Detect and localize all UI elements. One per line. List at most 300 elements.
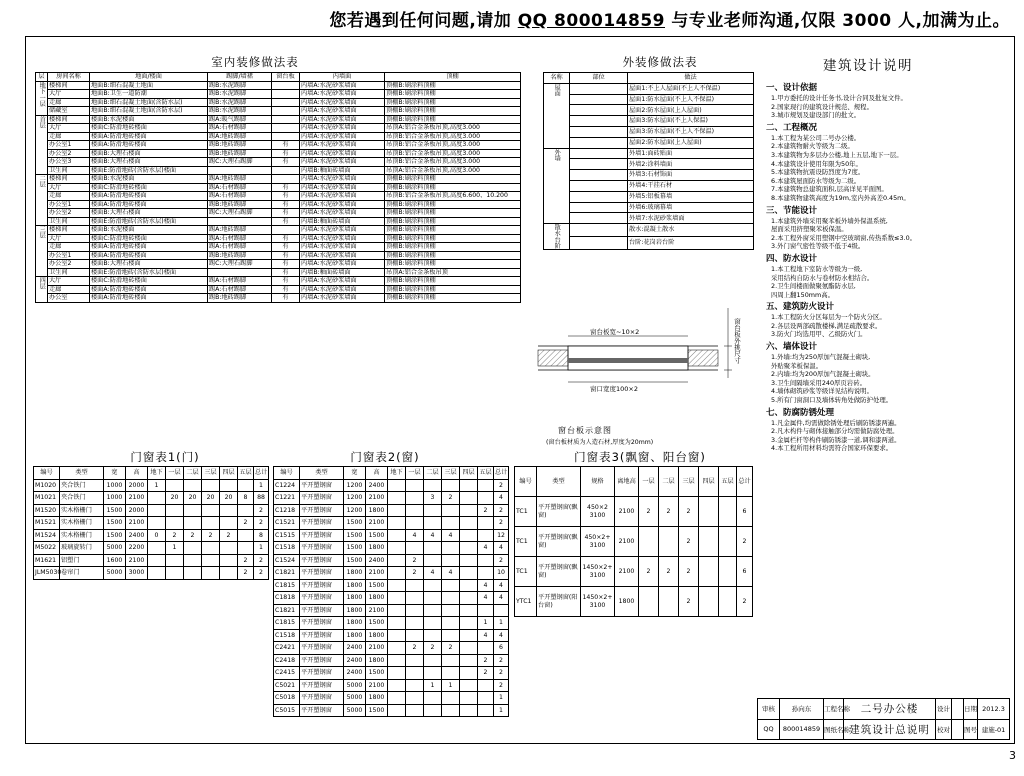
table-cell — [460, 642, 478, 655]
table-cell: 楼面B:水泥楼面 — [90, 115, 208, 124]
notes-section-heading: 六、墙体设计 — [766, 342, 818, 353]
table-cell — [148, 567, 166, 580]
table-cell: 2 — [679, 587, 699, 617]
doors2-title: 门窗表2(窗) — [350, 450, 420, 464]
table-cell: 大厅 — [48, 183, 90, 192]
table-cell — [699, 527, 719, 557]
table-cell: 5000 — [344, 692, 366, 705]
table-cell — [460, 567, 478, 580]
table-header: 类型 — [300, 467, 344, 480]
table-cell: 楼面C:防滑地砖楼面 — [90, 277, 208, 286]
table-cell: M1020 — [34, 479, 60, 492]
table-cell — [478, 492, 494, 505]
table-cell: 内墙A:水泥砂浆墙面 — [300, 107, 385, 116]
table-cell — [272, 90, 300, 99]
table-cell: 吊顶B:铝合金条板吊顶,高度3.000 — [385, 149, 521, 158]
table-cell — [570, 180, 628, 191]
table-cell — [388, 629, 406, 642]
tb-cell: QQ — [758, 719, 780, 740]
table-header: 二层 — [424, 467, 442, 480]
table-cell: 吊顶B:铝合金条板吊顶,高度3.000 — [385, 132, 521, 141]
table-header: 内墙面 — [300, 73, 385, 82]
floor-label: 四层 — [36, 277, 48, 303]
table-cell: 顶棚B:刷涂料顶棚 — [385, 90, 521, 99]
notes-line: 8.本建筑物建筑高度为19m,室内外高差0.45m。 — [771, 193, 910, 202]
table-cell: 平开塑钢窗 — [300, 504, 344, 517]
table-cell: 大厅 — [48, 234, 90, 243]
table-cell — [460, 517, 478, 530]
table-cell: 楼梯间 — [48, 115, 90, 124]
table-header: 做法 — [628, 73, 754, 84]
table-cell: 20 — [166, 492, 184, 505]
table-cell — [388, 654, 406, 667]
table-cell: 踢A:地砖踢脚 — [208, 175, 272, 184]
table-row — [36, 141, 521, 150]
table-row — [274, 642, 509, 655]
table-cell: 办公室 — [48, 294, 90, 303]
table-cell: 4 — [494, 579, 509, 592]
table-cell: 内墙A:水泥砂浆墙面 — [300, 200, 385, 209]
table-cell: 顶棚B:刷涂料顶棚 — [385, 200, 521, 209]
table-row — [515, 587, 753, 617]
table-cell: 吊顶B:铝合金条板吊顶,高度6.600、10.200 — [385, 192, 521, 201]
table-cell: 2 — [442, 642, 460, 655]
notes-line: 2.国家现行的建筑设计规范、规程。 — [771, 102, 873, 111]
table-cell — [424, 479, 442, 492]
table-cell: TC1 — [515, 527, 537, 557]
table-row — [36, 277, 521, 286]
table-cell: 1600 — [104, 554, 126, 567]
table-cell — [460, 554, 478, 567]
table-cell: 1800 — [344, 617, 366, 630]
table-cell: 平开塑钢窗(飘窗) — [537, 497, 581, 527]
table-cell: 10 — [494, 567, 509, 580]
table-cell: 踢A:石材踢脚 — [208, 234, 272, 243]
table-cell: 内墙A:水泥砂浆墙面 — [300, 243, 385, 252]
table-cell: 走廊 — [48, 132, 90, 141]
table-cell — [460, 579, 478, 592]
table-cell: 2 — [254, 504, 269, 517]
table-cell — [442, 479, 460, 492]
table-cell: 1450×2+ 3100 — [581, 557, 615, 587]
table-header: 编号 — [274, 467, 300, 480]
table-cell — [570, 94, 628, 105]
table-cell: 楼面C:防滑地砖楼面 — [90, 234, 208, 243]
table-cell: 办公室1 — [48, 251, 90, 260]
table-row — [544, 137, 754, 148]
table-cell: 1500 — [366, 704, 388, 717]
table-cell: 卷帘门 — [60, 567, 104, 580]
table-cell — [388, 554, 406, 567]
table-cell: 实木格栅门 — [60, 529, 104, 542]
table-cell — [570, 116, 628, 127]
table-cell: 4 — [478, 629, 494, 642]
table-header: 宽 — [104, 467, 126, 480]
table-cell: 楼梯间 — [48, 175, 90, 184]
notes-line: 1.凡金属件,均需做除锈处理后刷防锈漆两遍。 — [771, 418, 901, 427]
table-header: 房间名称 — [48, 73, 90, 82]
table-header: 五层 — [238, 467, 254, 480]
table-cell: 2100 — [366, 604, 388, 617]
table-header: 地下 — [388, 467, 406, 480]
table-cell — [220, 554, 238, 567]
tb-cell: 图号 — [964, 719, 978, 740]
table-cell: 外墙6:玻璃幕墙 — [628, 202, 754, 213]
table-row — [274, 492, 509, 505]
table-cell — [220, 542, 238, 555]
table-header: 三层 — [442, 467, 460, 480]
table-cell: 平开塑钢窗 — [300, 479, 344, 492]
table-cell: 1800 — [344, 579, 366, 592]
table-cell: 6 — [737, 557, 753, 587]
table-cell — [424, 704, 442, 717]
table-cell: 2 — [494, 679, 509, 692]
table-cell: 4 — [442, 567, 460, 580]
table-cell — [272, 98, 300, 107]
table-cell: 内墙A:水泥砂浆墙面 — [300, 294, 385, 303]
table-cell: 踢A:暖气踢脚 — [208, 115, 272, 124]
table-cell: 平开塑钢窗 — [300, 667, 344, 680]
table-cell: 踢A:地砖踢脚 — [208, 226, 272, 235]
table-cell — [424, 542, 442, 555]
table-cell: 1800 — [344, 567, 366, 580]
table-cell: C5015 — [274, 704, 300, 717]
floor-label: 二层 — [36, 175, 48, 226]
table-cell: 楼面A:防滑地砖楼面 — [90, 294, 208, 303]
table-cell: 2000 — [126, 479, 148, 492]
table-cell: 吊顶A:铝合金条板吊顶,高度3.000 — [385, 124, 521, 133]
table-header: 高 — [366, 467, 388, 480]
table-cell: 1000 — [104, 492, 126, 505]
table-cell: C1224 — [274, 479, 300, 492]
table-cell — [442, 504, 460, 517]
table-cell: 1 — [424, 679, 442, 692]
table-cell — [442, 604, 460, 617]
table-cell: 88 — [254, 492, 269, 505]
table-header: 总计 — [494, 467, 509, 480]
table-cell: 外墙2:涂料墙面 — [628, 159, 754, 170]
table-cell: 2100 — [366, 567, 388, 580]
table-cell: 走廊 — [48, 243, 90, 252]
table-cell — [442, 592, 460, 605]
table-cell: 2 — [679, 557, 699, 587]
table-header: 层 — [36, 73, 48, 82]
table-cell — [184, 504, 202, 517]
table-cell: 顶棚B:刷涂料顶棚 — [385, 260, 521, 269]
notes-section-heading: 二、工程概况 — [766, 122, 818, 133]
table-cell: 地面B:细石混凝土地面(含防水层) — [90, 98, 208, 107]
table-row — [274, 554, 509, 567]
table-header: 二层 — [184, 467, 202, 480]
table-cell: 楼面C:防滑地砖楼面 — [90, 183, 208, 192]
table-cell: 有 — [272, 260, 300, 269]
table-cell — [478, 529, 494, 542]
table-cell — [148, 542, 166, 555]
table-cell: 储藏室 — [48, 107, 90, 116]
table-cell — [478, 567, 494, 580]
doors1-title: 门窗表1(门) — [130, 450, 200, 464]
table-row — [274, 579, 509, 592]
notes-section-heading: 五、建筑防火设计 — [766, 302, 835, 313]
notes-line: 1.外墙:均为250厚加气混凝土砌块, — [771, 353, 871, 362]
table-cell — [406, 617, 424, 630]
table-cell: 内墙B:釉面砖墙面 — [300, 217, 385, 226]
table-cell — [460, 492, 478, 505]
table-row — [36, 98, 521, 107]
table-cell: 有 — [272, 209, 300, 218]
table-cell: 平开塑钢窗 — [300, 554, 344, 567]
table-cell — [424, 554, 442, 567]
table-cell — [406, 542, 424, 555]
floor-label: 首层 — [36, 115, 48, 175]
notes-line: 7.本建筑物总建筑面积,层高详见平面图。 — [771, 185, 888, 194]
notes-line: 2.凡木构件与砌体接触部分均需做防腐处理。 — [771, 427, 899, 436]
table-cell — [424, 654, 442, 667]
table-cell: 吊顶B:铝合金条板吊顶,高度3.000 — [385, 158, 521, 167]
table-cell: C1521 — [274, 517, 300, 530]
table-header: 规格 — [581, 467, 615, 497]
table-cell: 2400 — [344, 642, 366, 655]
table-cell: 顶棚B:刷涂料顶棚 — [385, 251, 521, 260]
table-header: 三层 — [679, 467, 699, 497]
table-cell — [699, 587, 719, 617]
table-cell — [202, 554, 220, 567]
table-row — [36, 183, 521, 192]
table-cell: 平开塑钢窗 — [300, 654, 344, 667]
table-cell: 2 — [254, 517, 269, 530]
table-cell: 2 — [238, 567, 254, 580]
table-cell — [442, 667, 460, 680]
table-row — [36, 132, 521, 141]
contact-banner — [0, 6, 1024, 31]
table-cell: 2 — [406, 554, 424, 567]
table-cell — [406, 479, 424, 492]
table-cell: 6 — [494, 642, 509, 655]
table-cell — [659, 587, 679, 617]
table-row — [544, 105, 754, 116]
table-cell: C1515 — [274, 529, 300, 542]
outdoor-table-title: 外装修做法表 — [622, 55, 698, 69]
table-cell — [460, 504, 478, 517]
table-header: 类型 — [60, 467, 104, 480]
table-cell — [184, 479, 202, 492]
table-cell: 4 — [494, 629, 509, 642]
table-cell: 4 — [424, 567, 442, 580]
design-notes — [766, 80, 1002, 690]
table-cell: 平开塑钢窗(飘窗) — [537, 557, 581, 587]
table-row — [544, 170, 754, 181]
table-header: 一层 — [166, 467, 184, 480]
table-cell: 平开塑钢窗 — [300, 567, 344, 580]
table-cell — [570, 126, 628, 137]
table-cell — [388, 679, 406, 692]
table-cell: 20 — [202, 492, 220, 505]
table-cell: 楼面B:水泥楼面 — [90, 226, 208, 235]
table-cell: 2000 — [126, 504, 148, 517]
table-cell: 楼面E:防滑地砖(含防水层)楼面 — [90, 268, 208, 277]
table-cell: 踢C:大理石踢脚 — [208, 209, 272, 218]
table-cell — [460, 667, 478, 680]
table-cell: 顶棚B:刷涂料顶棚 — [385, 115, 521, 124]
table-header: 地下 — [148, 467, 166, 480]
design-notes-title: 建筑设计说明 — [823, 58, 913, 74]
table-header: 四层 — [699, 467, 719, 497]
table-cell: TC1 — [515, 497, 537, 527]
table-row — [274, 604, 509, 617]
table-cell: 有 — [272, 158, 300, 167]
table-cell: 450×2+ 3100 — [581, 527, 615, 557]
table-cell: 顶棚B:刷涂料顶棚 — [385, 285, 521, 294]
table-cell: 玻璃旋转门 — [60, 542, 104, 555]
table-cell: 内墙A:水泥砂浆墙面 — [300, 141, 385, 150]
table-cell: 1500 — [344, 517, 366, 530]
table-row — [274, 654, 509, 667]
table-cell: 1 — [254, 542, 269, 555]
table-cell: 平开塑钢窗 — [300, 617, 344, 630]
sill-detail — [528, 298, 760, 446]
table-cell: 楼面B:大理石楼面 — [90, 158, 208, 167]
tb-cell: 校对 — [936, 719, 952, 740]
table-cell: 1200 — [344, 479, 366, 492]
table-cell — [719, 497, 737, 527]
table-cell: C1818 — [274, 592, 300, 605]
table-cell: C1518 — [274, 542, 300, 555]
table-row — [36, 260, 521, 269]
table-cell: 有 — [272, 294, 300, 303]
notes-line: 2.本建筑物耐火等级为二级。 — [771, 142, 854, 151]
table-cell: 踢B:水泥踢脚 — [208, 81, 272, 90]
table-cell: 2 — [494, 667, 509, 680]
table-cell: 外墙7:水泥砂浆墙面 — [628, 213, 754, 224]
table-row — [34, 517, 269, 530]
table-cell: 踢C:大理石踢脚 — [208, 158, 272, 167]
notes-line: 4.墙体砌筑砂浆等级详见结构说明。 — [771, 387, 873, 396]
outdoor-category: 外墙 — [544, 148, 570, 224]
notes-section-heading: 一、设计依据 — [766, 83, 818, 93]
table-cell — [388, 479, 406, 492]
table-cell: 踢A:石材踢脚 — [208, 183, 272, 192]
table-cell: 2 — [737, 587, 753, 617]
table-cell — [719, 557, 737, 587]
notes-section-heading: 三、节能设计 — [766, 205, 818, 216]
table-cell: 地面B:细石混凝土地面 — [90, 81, 208, 90]
table-cell: 内墙A:水泥砂浆墙面 — [300, 98, 385, 107]
table-cell: 平开塑钢窗 — [300, 692, 344, 705]
table-row — [36, 107, 521, 116]
table-row — [544, 237, 754, 250]
table-cell: C5018 — [274, 692, 300, 705]
table-cell: 2 — [494, 554, 509, 567]
table-cell: 5000 — [344, 704, 366, 717]
table-cell: 平开塑钢窗 — [300, 642, 344, 655]
table-cell: 1800 — [366, 629, 388, 642]
notes-line: 1.甲方委托的设计任务书,设计合同及批复文件。 — [771, 94, 907, 102]
doors3-title: 门窗表3(飘窗、阳台窗) — [574, 450, 706, 464]
indoor-table-title: 室内装修做法表 — [211, 55, 299, 69]
table-cell: 4 — [494, 592, 509, 605]
table-cell: 2100 — [366, 679, 388, 692]
table-cell: 内墙A:水泥砂浆墙面 — [300, 251, 385, 260]
table-row — [544, 94, 754, 105]
table-cell: 2 — [254, 554, 269, 567]
table-cell — [184, 567, 202, 580]
table-cell — [184, 517, 202, 530]
table-cell — [406, 704, 424, 717]
page-number: 3 — [1009, 749, 1016, 762]
table-cell: 楼面B:大理石楼面 — [90, 260, 208, 269]
table-cell: C1821 — [274, 604, 300, 617]
table-cell: 2100 — [366, 492, 388, 505]
table-cell: 卫生间 — [48, 166, 90, 175]
table-row — [274, 629, 509, 642]
table-cell: 有 — [272, 200, 300, 209]
table-cell: 0 — [148, 529, 166, 542]
table-cell: 踢C:大理石踢脚 — [208, 260, 272, 269]
table-cell: 2 — [166, 529, 184, 542]
table-cell: 踢B:水泥踢脚 — [208, 90, 272, 99]
table-cell: 20 — [184, 492, 202, 505]
table-cell: 2 — [442, 492, 460, 505]
table-cell: 顶棚B:刷涂料顶棚 — [385, 234, 521, 243]
table-cell — [388, 517, 406, 530]
table-cell: JLM5030 — [34, 567, 60, 580]
table-cell — [166, 554, 184, 567]
table-cell: 楼面E:防滑地砖(含防水层)楼面 — [90, 166, 208, 175]
table-cell: 屋面1:不上人屋面(不上人不保温) — [628, 83, 754, 94]
table-cell — [272, 226, 300, 235]
table-cell: 卫生间 — [48, 217, 90, 226]
table-header: 离地高 — [615, 467, 639, 497]
table-cell: 实木格栅门 — [60, 517, 104, 530]
table-cell — [220, 504, 238, 517]
table-row — [34, 492, 269, 505]
table-cell: 踢B:地砖踢脚 — [208, 294, 272, 303]
floor-label: 三层 — [36, 226, 48, 277]
table-cell: 5000 — [344, 679, 366, 692]
notes-line: 2.内墙:均为200厚加气混凝土砌块。 — [771, 370, 875, 379]
table-cell: 2 — [406, 642, 424, 655]
tb-cell: 日期 — [964, 699, 978, 720]
table-cell — [388, 667, 406, 680]
table-cell: 办公室2 — [48, 260, 90, 269]
table-cell: 有 — [272, 243, 300, 252]
table-cell: 办公室1 — [48, 141, 90, 150]
table-cell — [220, 517, 238, 530]
table-cell: 平开塑钢窗(飘窗) — [537, 527, 581, 557]
table-cell: 1500 — [366, 529, 388, 542]
tb-cell: 2012.3 — [978, 699, 1010, 720]
table-cell: 踢A:石材踢脚 — [208, 192, 272, 201]
table-cell: 1800 — [366, 692, 388, 705]
table-cell: 2100 — [366, 517, 388, 530]
table-cell: 踢B:地砖踢脚 — [208, 251, 272, 260]
table-cell: 2 — [494, 654, 509, 667]
table-cell: 内墙A:水泥砂浆墙面 — [300, 277, 385, 286]
table-cell: 楼面B:大理石楼面 — [90, 149, 208, 158]
notes-line: 5.本建筑物抗震设防烈度为7度。 — [771, 168, 865, 177]
table-cell — [460, 542, 478, 555]
table-cell: 踢A:石材踢脚 — [208, 243, 272, 252]
table-cell — [570, 159, 628, 170]
table-cell — [272, 175, 300, 184]
table-cell: 1 — [494, 704, 509, 717]
table-cell — [406, 579, 424, 592]
table-cell — [478, 554, 494, 567]
table-cell: 台阶:花岗岩台阶 — [628, 237, 754, 250]
table-cell: 屋面3:防水屋面(不上人不保温) — [628, 126, 754, 137]
table-cell — [202, 517, 220, 530]
table-cell — [406, 692, 424, 705]
